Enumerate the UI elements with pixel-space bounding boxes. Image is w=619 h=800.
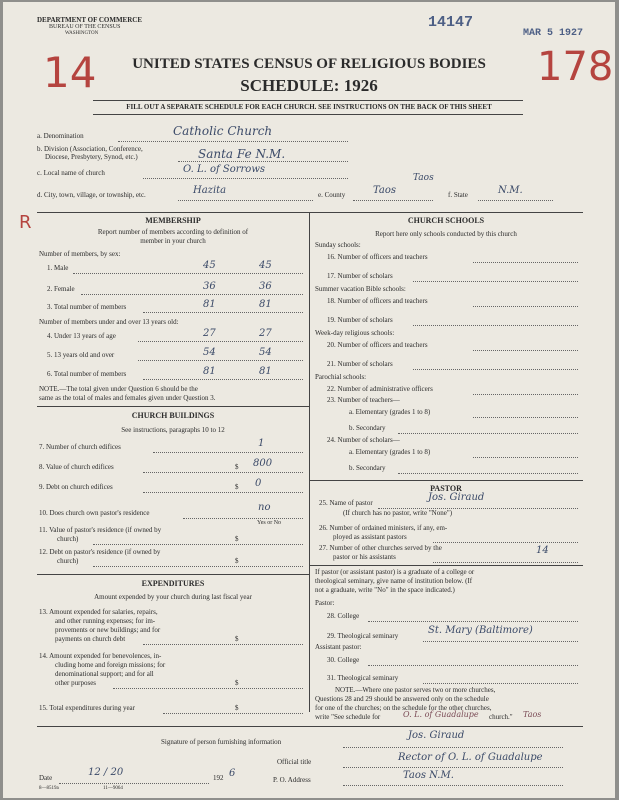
denomination-value: Catholic Church [173, 124, 273, 138]
division-value: Santa Fe N.M. [198, 147, 286, 161]
q31-label: 31. Theological seminary [327, 674, 399, 682]
q27-line-1: 27. Number of other churches served by the [319, 544, 442, 552]
pastor-note-4: write "See schedule for [315, 713, 381, 721]
q8-label: 8. Value of church edifices [39, 463, 114, 471]
q12-dollar: $ [235, 557, 239, 565]
q5-label: 5. 13 years old and over [47, 351, 115, 359]
schools-intro: Report here only schools conducted by this church [375, 230, 517, 238]
q6-label: 6. Total number of members [47, 370, 127, 378]
q25-label: 25. Name of pastor [319, 499, 373, 507]
q30-label: 30. College [327, 656, 360, 664]
q13-line-1: 13. Amount expended for salaries, repairs, [39, 608, 158, 616]
pastor-sub-label: Pastor: [315, 599, 335, 607]
q15-label: 15. Total expenditures during year [39, 704, 135, 712]
division-label-1: b. Division (Association, Conference, [37, 145, 143, 153]
red-annotation-r: R [19, 212, 32, 233]
county-value-above: Taos [413, 173, 434, 183]
q10-label: 10. Does church own pastor's residence [39, 509, 150, 517]
form-title: UNITED STATES CENSUS OF RELIGIOUS BODIES [132, 56, 486, 72]
sunday-schools-label: Sunday schools: [315, 241, 361, 249]
q10-value: no [258, 502, 271, 513]
city-label: d. City, town, village, or township, etc. [37, 191, 146, 199]
q1-label: 1. Male [47, 264, 69, 272]
q15-dollar: $ [235, 704, 239, 712]
q23a-label: a. Elementary (grades 1 to 8) [349, 408, 431, 416]
pastor-note-2: Questions 28 and 29 should be answered only on the schedule [315, 695, 489, 703]
division-label-2: Diocese, Presbytery, Synod, etc.) [45, 153, 138, 161]
q27-line-2: pastor or his assistants [333, 553, 396, 561]
q23b-label: b. Secondary [349, 424, 386, 432]
bureau-label: BUREAU OF THE CENSUS [49, 24, 121, 30]
q12-label-2: church) [57, 557, 79, 565]
graduate-instr-2: theological seminary, give name of institution below. (If [315, 577, 473, 585]
state-value: N.M. [498, 185, 523, 196]
assistant-pastor-label: Assistant pastor: [315, 643, 362, 651]
q21-label: 21. Number of scholars [327, 360, 393, 368]
q16-label: 16. Number of officers and teachers [327, 253, 428, 261]
q24a-label: a. Elementary (grades 1 to 8) [349, 448, 431, 456]
q2-value-a: 36 [203, 281, 216, 292]
stamp-number: 14147 [428, 14, 474, 31]
q11-dollar: $ [235, 535, 239, 543]
q1-value-b: 45 [259, 260, 272, 271]
q4-label: 4. Under 13 years of age [47, 332, 116, 340]
q29-label: 29. Theological seminary [327, 632, 399, 640]
q5-value-a: 54 [203, 347, 216, 358]
form-number: 8—8519a [39, 786, 59, 791]
schools-heading: CHURCH SCHOOLS [407, 216, 485, 225]
q9-value: 0 [255, 478, 262, 489]
q26-line-2: ployed as assistant pastors [333, 533, 407, 541]
pastor-note-1: NOTE.—Where one pastor serves two or more churches, [335, 686, 496, 694]
official-title-value: Rector of O. L. of Guadalupe [398, 752, 543, 763]
red-annotation-left: 14 [43, 48, 97, 97]
q28-label: 28. College [327, 612, 360, 620]
q14-line-3: denominational support; and for all [55, 670, 154, 678]
q13-dollar: $ [235, 635, 239, 643]
year-value: 6 [229, 768, 236, 779]
parochial-schools-label: Parochial schools: [315, 373, 367, 381]
q27-value: 14 [536, 545, 549, 556]
q11-label-2: church) [57, 535, 79, 543]
q14-line-1: 14. Amount expended for benevolences, in- [39, 652, 162, 660]
expenditures-heading: EXPENDITURES [141, 579, 205, 588]
q25-value: Jos. Giraud [428, 492, 485, 503]
po-address-value: Taos N.M. [403, 770, 454, 781]
members-by-sex-label: Number of members, by sex: [39, 250, 121, 258]
state-label: f. State [448, 191, 468, 199]
county-label: e. County [318, 191, 346, 199]
expenditures-sub: Amount expended by your church during last fiscal year [94, 593, 252, 601]
q19-label: 19. Number of scholars [327, 316, 393, 324]
q8-dollar: $ [235, 463, 239, 471]
q14-line-4: other purposes [55, 679, 97, 687]
q24b-label: b. Secondary [349, 464, 386, 472]
q1-value-a: 45 [203, 260, 216, 271]
census-schedule-sheet [3, 2, 615, 798]
q9-dollar: $ [235, 483, 239, 491]
washington-label: WASHINGTON [65, 31, 99, 36]
q25-note: (If church has no pastor, write "None") [343, 509, 453, 517]
pastor-note-fill-2: Taos [523, 710, 542, 719]
q20-label: 20. Number of officers and teachers [327, 341, 428, 349]
q5-value-b: 54 [259, 347, 272, 358]
q17-label: 17. Number of scholars [327, 272, 393, 280]
stamp-date: MAR 5 1927 [523, 28, 584, 39]
vacation-schools-label: Summer vacation Bible schools: [315, 285, 406, 293]
q12-label-1: 12. Debt on pastor's residence (if owned by [39, 548, 161, 556]
q8-value: 800 [253, 458, 273, 469]
graduate-instr-3: not a graduate, write "No" in the space indicated.) [315, 586, 455, 594]
local-name-value: O. L. of Sorrows [183, 164, 266, 175]
form-number-2: 11—9064 [103, 786, 123, 791]
pastor-note-3: for one of the churches; on the schedule for the other churches, [315, 704, 492, 712]
weekday-schools-label: Week-day religious schools: [315, 329, 395, 337]
q4-value-a: 27 [203, 328, 216, 339]
official-title-label: Official title [277, 758, 312, 766]
q14-line-2: cluding home and foreign missions; for [55, 661, 166, 669]
denomination-label: a. Denomination [37, 132, 84, 140]
q4-value-b: 27 [259, 328, 272, 339]
q2-label: 2. Female [47, 285, 75, 293]
q14-dollar: $ [235, 679, 239, 687]
membership-heading: MEMBERSHIP [145, 216, 201, 225]
q26-line-1: 26. Number of ordained ministers, if any, em- [319, 524, 448, 532]
q22-label: 22. Number of administrative officers [327, 385, 433, 393]
city-value: Hazita [193, 185, 227, 196]
signature-value: Jos. Giraud [408, 730, 465, 741]
q9-label: 9. Debt on church edifices [39, 483, 113, 491]
q13-line-3: provements or new buildings; and for [55, 626, 161, 634]
q7-label: 7. Number of church edifices [39, 443, 121, 451]
q18-label: 18. Number of officers and teachers [327, 297, 428, 305]
yes-no-hint: Yes or No [257, 520, 282, 526]
buildings-sub: See instructions, paragraphs 10 to 12 [121, 426, 225, 434]
q23-label: 23. Number of teachers— [327, 396, 400, 404]
department-label: DEPARTMENT OF COMMERCE [37, 16, 143, 24]
q13-line-4: payments on church debt [55, 635, 126, 643]
q13-line-2: and other running expenses; for im- [55, 617, 156, 625]
membership-note-2: same as the total of males and females given under Question 3. [39, 394, 216, 402]
county-value: Taos [373, 185, 397, 196]
q29-value: St. Mary (Baltimore) [428, 625, 533, 636]
schedule-title: SCHEDULE: 1926 [240, 76, 378, 95]
date-value: 12 / 20 [88, 767, 124, 778]
q6-value-a: 81 [203, 366, 216, 377]
q3-label: 3. Total number of members [47, 303, 127, 311]
graduate-instr-1: If pastor (or assistant pastor) is a graduate of a college or [315, 568, 475, 576]
local-name-label: c. Local name of church [37, 169, 105, 177]
membership-note-1: NOTE.—The total given under Question 6 should be the [39, 385, 198, 393]
signature-label: Signature of person furnishing information [161, 738, 282, 746]
pastor-heading: PASTOR [430, 484, 462, 493]
q3-value-b: 81 [259, 299, 272, 310]
pastor-note-4b: church." [489, 713, 513, 721]
q7-value: 1 [258, 438, 265, 449]
q2-value-b: 36 [259, 281, 272, 292]
membership-intro-2: member in your church [140, 237, 206, 245]
q24-label: 24. Number of scholars— [327, 436, 400, 444]
red-annotation-right: 178 [537, 44, 614, 90]
instruction-banner: FILL OUT A SEPARATE SCHEDULE FOR EACH CHURCH. SEE INSTRUCTIONS ON THE BACK OF THIS SHEET [126, 103, 492, 111]
q6-value-b: 81 [259, 366, 272, 377]
q11-label-1: 11. Value of pastor's residence (if owned by [39, 526, 162, 534]
buildings-heading: CHURCH BUILDINGS [131, 411, 215, 420]
date-label: Date [39, 774, 53, 782]
q3-value-a: 81 [203, 299, 216, 310]
year-prefix: 192 [213, 774, 224, 782]
age-intro-label: Number of members under and over 13 years old: [39, 318, 179, 326]
pastor-note-fill: O. L. of Guadalupe [403, 710, 479, 719]
po-address-label: P. O. Address [273, 776, 311, 784]
membership-intro-1: Report number of members according to definition of [97, 228, 249, 236]
